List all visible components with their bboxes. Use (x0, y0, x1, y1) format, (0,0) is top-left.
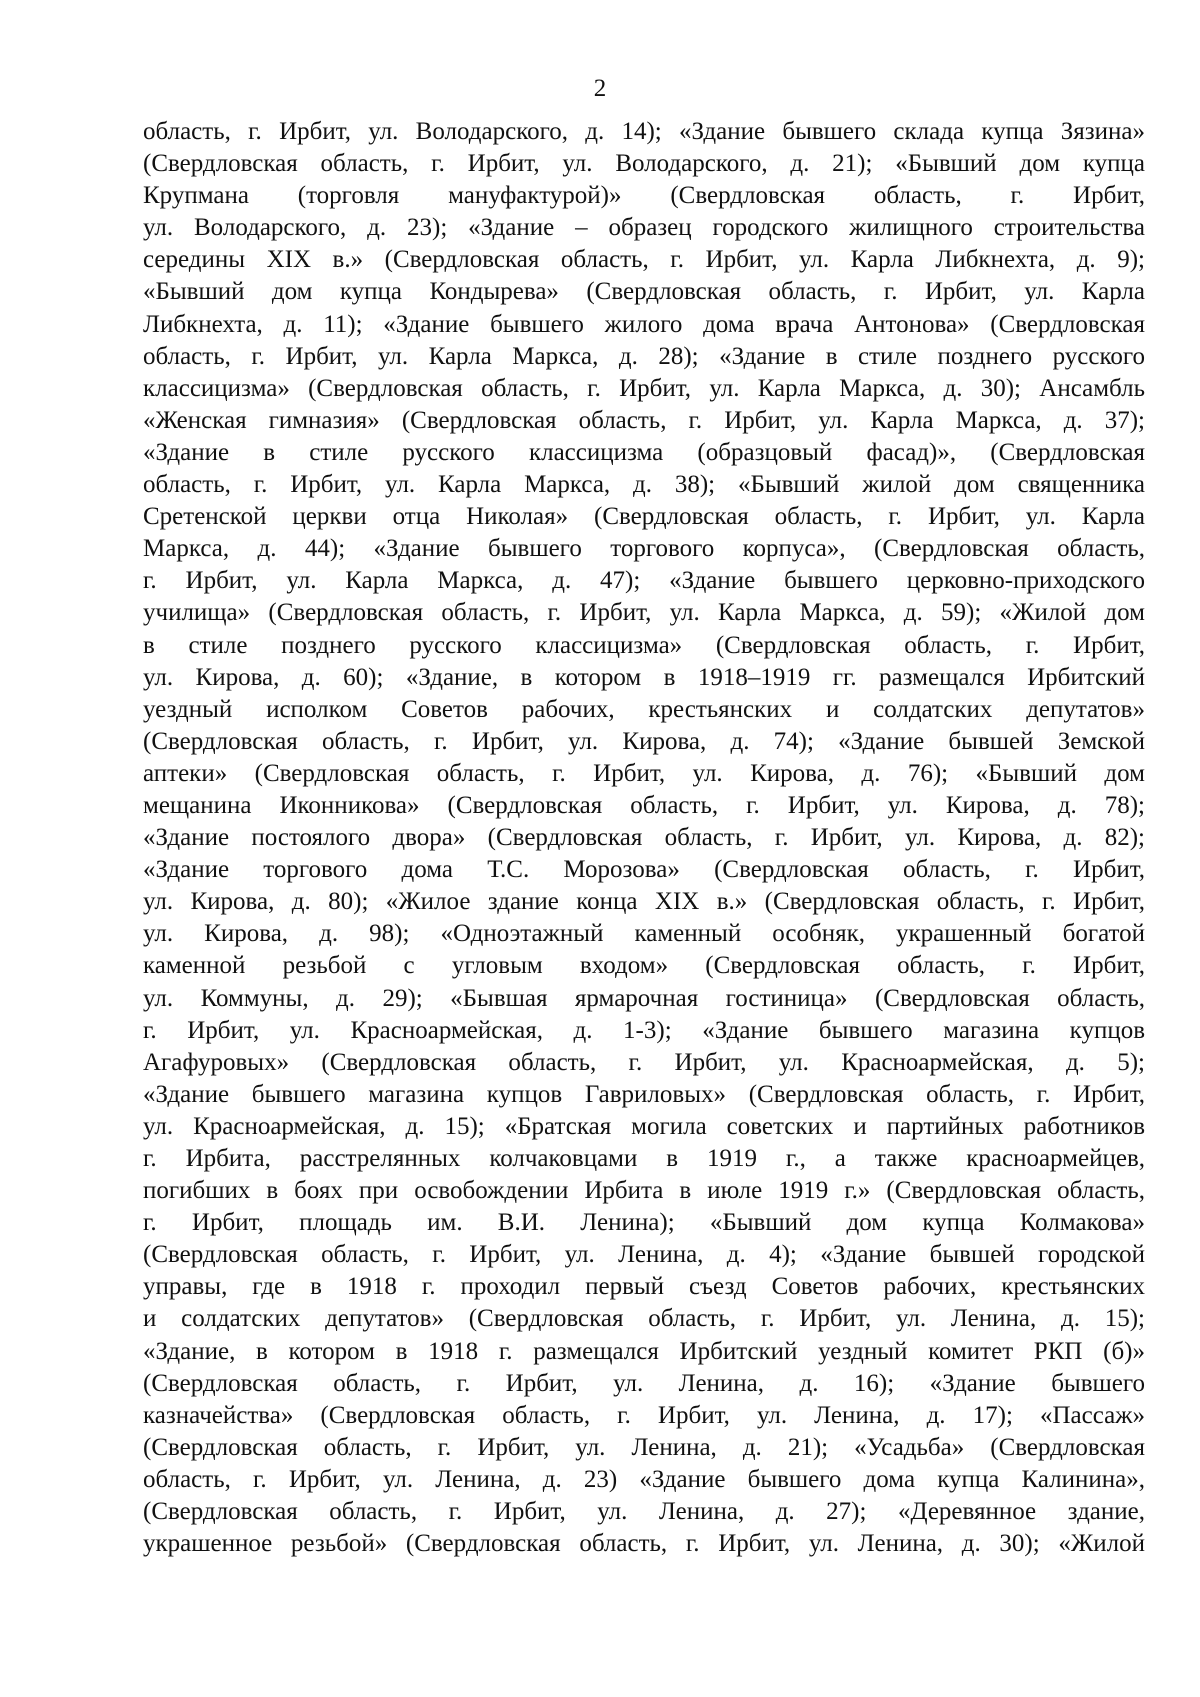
text-line: (Свердловская область, г. Ирбит, ул. Кирова, д. 74); «Здание бывшей Земской (143, 727, 1145, 755)
text-line: аптеки» (Свердловская область, г. Ирбит, ул. Кирова, д. 76); «Бывший дом (143, 759, 1145, 787)
text-line: классицизма» (Свердловская область, г. Ирбит, ул. Карла Маркса, д. 30); Ансамбль (143, 374, 1145, 402)
text-line: погибших в боях при освобождении Ирбита в июле 1919 г.» (Свердловская область, (143, 1177, 1145, 1205)
text-line: украшенное резьбой» (Свердловская область, г. Ирбит, ул. Ленина, д. 30); «Жилой (143, 1530, 1145, 1558)
text-line: мещанина Иконникова» (Свердловская область, г. Ирбит, ул. Кирова, д. 78); (143, 791, 1145, 819)
text-line: г. Ирбита, расстрелянных колчаковцами в 1919 г., а также красноармейцев, (143, 1145, 1145, 1172)
text-line: в стиле позднего русского классицизма» (Свердловская область, г. Ирбит, (143, 631, 1145, 659)
text-line: «Здание постоялого двора» (Свердловская область, г. Ирбит, ул. Кирова, д. 82); (143, 824, 1145, 852)
text-line: Маркса, д. 44); «Здание бывшего торгового корпуса», (Свердловская область, (143, 535, 1145, 563)
text-line: «Женская гимназия» (Свердловская область, г. Ирбит, ул. Карла Маркса, д. 37); (143, 406, 1145, 434)
text-line: (Свердловская область, г. Ирбит, ул. Володарского, д. 21); «Бывший дом купца (143, 150, 1145, 178)
text-line: ул. Володарского, д. 23); «Здание – образец городского жилищного строительства (143, 214, 1145, 242)
text-line: Агафуровых» (Свердловская область, г. Ирбит, ул. Красноармейская, д. 5); (143, 1048, 1145, 1076)
text-line: середины XIX в.» (Свердловская область, г. Ирбит, ул. Карла Либкнехта, д. 9); (143, 246, 1145, 274)
text-line: ул. Красноармейская, д. 15); «Братская могила советских и партийных работников (143, 1112, 1145, 1140)
text-line: и солдатских депутатов» (Свердловская область, г. Ирбит, ул. Ленина, д. 15); (143, 1305, 1145, 1333)
text-line: область, г. Ирбит, ул. Володарского, д. 14); «Здание бывшего склада купца Зязина» (143, 118, 1145, 145)
text-line: «Здание бывшего магазина купцов Гавриловых» (Свердловская область, г. Ирбит, (143, 1080, 1145, 1108)
text-line: (Свердловская область, г. Ирбит, ул. Ленина, д. 21); «Усадьба» (Свердловская (143, 1433, 1145, 1461)
text-line: «Здание в стиле русского классицизма (образцовый фасад)», (Свердловская (143, 438, 1145, 466)
text-line: «Здание, в котором в 1918 г. размещался Ирбитский уездный комитет РКП (б)» (143, 1337, 1145, 1365)
text-line: управы, где в 1918 г. проходил первый съезд Советов рабочих, крестьянских (143, 1273, 1145, 1301)
text-line: казначейства» (Свердловская область, г. Ирбит, ул. Ленина, д. 17); «Пассаж» (143, 1401, 1145, 1429)
text-line: Сретенской церкви отца Николая» (Свердловская область, г. Ирбит, ул. Карла (143, 503, 1145, 531)
text-line: (Свердловская область, г. Ирбит, ул. Ленина, д. 4); «Здание бывшей городской (143, 1241, 1145, 1269)
text-line: ул. Кирова, д. 80); «Жилое здание конца XIX в.» (Свердловская область, г. Ирбит, (143, 888, 1145, 916)
text-line: г. Ирбит, ул. Карла Маркса, д. 47); «Здание бывшего церковно-приходского (143, 567, 1145, 595)
text-line: г. Ирбит, ул. Красноармейская, д. 1-3); «Здание бывшего магазина купцов (143, 1016, 1145, 1044)
text-line: (Свердловская область, г. Ирбит, ул. Ленина, д. 27); «Деревянное здание, (143, 1498, 1145, 1526)
text-line: область, г. Ирбит, ул. Ленина, д. 23) «Здание бывшего дома купца Калинина», (143, 1465, 1145, 1493)
text-line: уездный исполком Советов рабочих, крестьянских и солдатских депутатов» (143, 695, 1145, 723)
text-line: г. Ирбит, площадь им. В.И. Ленина); «Бывший дом купца Колмакова» (143, 1209, 1145, 1237)
text-line: «Здание торгового дома Т.С. Морозова» (Свердловская область, г. Ирбит, (143, 856, 1145, 884)
text-line: училища» (Свердловская область, г. Ирбит, ул. Карла Маркса, д. 59); «Жилой дом (143, 599, 1145, 627)
text-line: каменной резьбой с угловым входом» (Свердловская область, г. Ирбит, (143, 952, 1145, 980)
text-line: Крупмана (торговля мануфактурой)» (Свердловская область, г. Ирбит, (143, 182, 1145, 210)
text-line: ул. Коммуны, д. 29); «Бывшая ярмарочная гостиница» (Свердловская область, (143, 984, 1145, 1012)
text-line: Либкнехта, д. 11); «Здание бывшего жилого дома врача Антонова» (Свердловская (143, 310, 1145, 338)
text-line: ул. Кирова, д. 60); «Здание, в котором в 1918–1919 гг. размещался Ирбитский (143, 663, 1145, 691)
text-line: область, г. Ирбит, ул. Карла Маркса, д. 38); «Бывший жилой дом священника (143, 471, 1145, 499)
text-line: «Бывший дом купца Кондырева» (Свердловская область, г. Ирбит, ул. Карла (143, 278, 1145, 306)
text-line: ул. Кирова, д. 98); «Одноэтажный каменный особняк, украшенный богатой (143, 920, 1145, 948)
page-number: 2 (593, 75, 607, 102)
body-paragraph (143, 116, 1145, 1560)
text-line: (Свердловская область, г. Ирбит, ул. Ленина, д. 16); «Здание бывшего (143, 1369, 1145, 1397)
text-line: область, г. Ирбит, ул. Карла Маркса, д. 28); «Здание в стиле позднего русского (143, 342, 1145, 370)
